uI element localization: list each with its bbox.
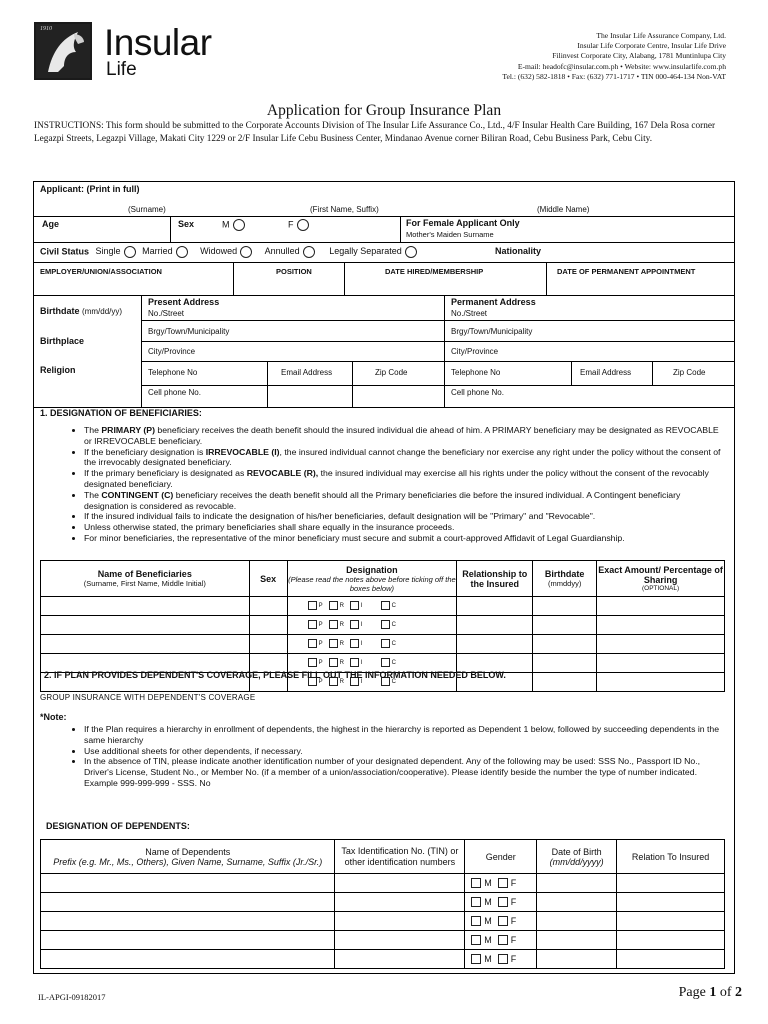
present-city-caption: City/Province [148,347,196,356]
designation-checkbox[interactable] [381,639,390,648]
table-row [41,597,725,616]
note-item: • If the primary beneficiary is designated as REVOCABLE (R), the insured individual may exercise all his rights under the policy without the consent of the revocably designated beneficiary. [84,468,724,490]
header-sex: Sex [249,561,287,597]
permanent-brgy-caption: Brgy/Town/Municipality [451,327,533,336]
instructions-text: INSTRUCTIONS: This form should be submitted to the Corporate Accounts Division of The Insular Life Assurance Co., Ltd., 4/F Insular Health Care Building, 167 Dela Rosa corner Legazpi Streets, Legazpi Village, Makati City 1229 or 2/F Insular Life Cebu Business Center, Mindanao Avenue corner Biliran Road, Cebu Business Park, Cebu City. [34,121,716,145]
designation-checkbox-label: C [391,621,396,628]
designation-checkbox-label: C [391,602,396,609]
gender-checkbox[interactable] [498,916,508,926]
civil-status-row [40,246,417,258]
note-item: • The PRIMARY (P) beneficiary receives the death benefit should the insured individual die ahead of him. A PRIMARY beneficiary may be designated as REVOCABLE or IRREVOCABLE beneficiary. [84,425,724,447]
gender-checkbox[interactable] [498,878,508,888]
gender-checkbox[interactable] [471,878,481,888]
beneficiary-amount-cell[interactable] [597,673,725,692]
civil-option-annulled[interactable]: Annulled [265,246,315,256]
company-line: Insular Life Corporate Centre, Insular Life Drive [577,41,726,51]
table-row [41,635,725,654]
dependent-dob-cell[interactable] [537,874,617,893]
employer-label: EMPLOYER/UNION/ASSOCIATION [40,267,162,276]
table-row [41,950,725,969]
company-line: E-mail: headofc@insular.com.ph • Website: www.insularlife.com.ph [517,61,726,71]
company-address-block [502,31,726,82]
table-row [41,912,725,931]
middle-name-caption: (Middle Name) [537,205,590,214]
dependent-tin-cell[interactable] [335,874,465,893]
permanent-city-caption: City/Province [451,347,499,356]
note-label: *Note: [40,712,67,722]
divider [571,361,572,385]
divider [546,262,547,295]
gender-checkbox-label: M [484,896,492,907]
dependent-tin-cell[interactable] [335,950,465,969]
designation-checkbox-label: I [360,678,363,685]
annulled-radio[interactable] [303,246,315,258]
birthdate-label: Birthdate [40,306,80,316]
header-gender: Gender [465,840,537,874]
designation-checkbox-label: R [339,602,344,609]
designation-dependents-heading: DESIGNATION OF DEPENDENTS: [46,821,190,831]
male-label: M [222,219,230,230]
female-radio[interactable] [297,219,309,231]
present-email-caption: Email Address [281,368,333,377]
beneficiary-sex-cell[interactable] [249,597,287,616]
designation-checkbox-label: C [391,678,396,685]
dependent-dob-cell[interactable] [537,931,617,950]
divider [33,242,735,243]
header-dob: Date of Birth (mm/dd/yyyy) [537,840,617,874]
divider [444,295,445,407]
age-label: Age [42,219,60,229]
permanent-address-label: Permanent Address [451,297,536,307]
designation-checkbox[interactable] [381,620,390,629]
permanent-zip-caption: Zip Code [673,368,706,377]
dependent-name-cell[interactable] [41,912,335,931]
married-radio[interactable] [176,246,188,258]
note-item: • If the beneficiary designation is IRREVOCABLE (I), the insured individual cannot change the beneficiary nor exercise any right under the policy without the consent of the irrevocably designated beneficiary. [84,447,724,469]
dependent-relation-cell[interactable] [617,912,725,931]
beneficiaries-header-row [41,561,725,597]
birthdate-format: (mm/dd/yy) [82,307,123,316]
divider [267,385,268,407]
designation-checkbox-label: R [339,621,344,628]
gender-checkbox[interactable] [471,897,481,907]
company-logo-emblem [34,22,92,80]
designation-checkbox-label: I [360,602,363,609]
civil-option-widowed[interactable]: Widowed [200,246,252,256]
designation-checkbox-label: P [318,621,323,628]
present-street-caption: No./Street [148,309,185,318]
dependent-gender-cell[interactable] [465,912,537,931]
permanent-street-caption: No./Street [451,309,488,318]
divider [141,320,735,321]
gender-checkbox-label: F [510,896,517,907]
beneficiary-birthdate-cell[interactable] [533,597,597,616]
divider [400,216,401,242]
beneficiary-sex-cell[interactable] [249,616,287,635]
note-item: • In the absence of TIN, please indicate another identification number of your designated dependent. Any of the following may be used: SSS No., Passport ID No., Driver's License, Student No., or Member No. (if a member of a union/association/cooperative). Please identify beside the number the type of number indicated. Example 999-999-999 - SSS. No [84,756,724,788]
page-number: Page 1 of 2 [678,985,742,1000]
designation-checkbox[interactable] [329,639,338,648]
dependent-gender-cell[interactable] [465,874,537,893]
single-radio[interactable] [124,246,136,258]
divider [141,385,735,386]
beneficiary-relationship-cell[interactable] [457,616,533,635]
gender-checkbox-label: F [510,915,517,926]
note-item: • For minor beneficiaries, the representative of the minor beneficiary must secure and submit a court-approved Affidavit of Legal Guardianship. [84,533,724,544]
present-cellphone-caption: Cell phone No. [148,388,201,397]
dependent-gender-cell[interactable] [465,893,537,912]
gender-checkbox[interactable] [498,935,508,945]
separated-radio[interactable] [405,246,417,258]
dependent-tin-cell[interactable] [335,912,465,931]
section2-subheading: GROUP INSURANCE WITH DEPENDENT'S COVERAGE [40,693,256,702]
dependent-gender-cell[interactable] [465,950,537,969]
designation-checkbox-label: I [360,640,363,647]
beneficiary-amount-cell[interactable] [597,635,725,654]
divider [141,295,142,407]
designation-checkbox[interactable] [308,658,317,667]
logo-year: 1910 [40,26,52,32]
designation-checkbox[interactable] [329,620,338,629]
beneficiary-name-cell[interactable] [41,635,250,654]
beneficiary-birthdate-cell[interactable] [533,654,597,673]
present-address-label: Present Address [148,297,220,307]
male-radio[interactable] [233,219,245,231]
header-dependent-name: Name of Dependents Prefix (e.g. Mr., Ms., Others), Given Name, Surname, Suffix (Jr./Sr.) [41,840,335,874]
header-name: Name of Beneficiaries (Surname, First Name, Middle Initial) [41,561,250,597]
widowed-radio[interactable] [240,246,252,258]
sex-female-option[interactable] [288,219,309,231]
dependent-relation-cell[interactable] [617,931,725,950]
header-designation: Designation (Please read the notes above before ticking off the boxes below) [287,561,457,597]
beneficiary-designation-cell[interactable] [287,635,457,654]
date-permanent-label: DATE OF PERMANENT APPOINTMENT [557,267,696,276]
civil-option-married[interactable]: Married [142,246,188,256]
beneficiary-amount-cell[interactable] [597,597,725,616]
divider [267,361,268,385]
civil-status-label: Civil Status [40,246,90,257]
position-label: POSITION [276,267,312,276]
gender-checkbox-label: M [484,934,492,945]
gender-checkbox-label: F [510,877,517,888]
applicant-label: Applicant: (Print in full) [40,184,140,194]
header-relation: Relation To Insured [617,840,725,874]
table-row [41,931,725,950]
gender-checkbox-label: F [510,953,517,964]
table-row [41,616,725,635]
gender-checkbox[interactable] [498,897,508,907]
note-item: • The CONTINGENT (C) beneficiary receives the death benefit should all the Primary beneficiaries die before the insured individual. A Contingent beneficiary designation is considered as revocable. [84,490,724,512]
beneficiary-birthdate-cell[interactable] [533,616,597,635]
permanent-telephone-caption: Telephone No [451,368,501,377]
divider [344,262,345,295]
beneficiary-sex-cell[interactable] [249,635,287,654]
present-telephone-caption: Telephone No [148,368,198,377]
beneficiary-birthdate-cell[interactable] [533,673,597,692]
date-hired-label: DATE HIRED/MEMBERSHIP [385,267,484,276]
beneficiary-amount-cell[interactable] [597,654,725,673]
present-zip-caption: Zip Code [375,368,408,377]
female-only-label: For Female Applicant Only [406,218,520,228]
divider [233,262,234,295]
civil-option-separated[interactable]: Legally Separated [329,246,417,256]
note-item: • Unless otherwise stated, the primary beneficiaries shall share equally in the insurance proceeds. [84,522,724,533]
table-row [41,893,725,912]
designation-checkbox[interactable] [350,639,359,648]
permanent-cellphone-caption: Cell phone No. [451,388,504,397]
divider [33,216,735,217]
note-item: • If the Plan requires a hierarchy in enrollment of dependents, the highest in the hierarchy is reported as Dependent 1 below, followed by succeeding dependents in the same hierarchy [84,724,724,746]
first-name-caption: (First Name, Suffix) [310,205,379,214]
dependents-body [41,874,725,969]
gender-checkbox-label: M [484,877,492,888]
dependents-table [40,839,725,969]
dependent-name-cell[interactable] [41,931,335,950]
designation-checkbox[interactable] [308,601,317,610]
divider [170,216,171,242]
nationality-label: Nationality [495,246,542,256]
header-amount: Exact Amount/ Percentage of Sharing (OPTIONAL) [597,561,725,597]
section1-heading: 1. DESIGNATION OF BENEFICIARIES: [40,408,202,418]
header-birthdate: Birthdate (mmddyy) [533,561,597,597]
female-label: F [288,219,294,230]
gender-checkbox-label: M [484,953,492,964]
designation-checkbox[interactable] [329,658,338,667]
dependent-notes [66,724,724,789]
company-line: Filinvest Corporate City, Alabang, 1781 Muntinlupa City [552,51,726,61]
section2-heading: 2. IF PLAN PROVIDES DEPENDENT'S COVERAGE, PLEASE FILL OUT THE INFORMATION NEEDED BELOW. [44,670,506,680]
designation-checkbox-label: P [318,678,323,685]
divider [652,361,653,385]
designation-checkbox[interactable] [350,601,359,610]
header-relationship: Relationship to the Insured [457,561,533,597]
designation-checkbox-label: I [360,621,363,628]
gender-checkbox-label: F [510,934,517,945]
company-line: Tel.: (632) 582-1818 • Fax: (632) 771-1717 • TIN 000-464-134 Non-VAT [502,71,726,81]
note-item: • If the insured individual fails to indicate the designation of his/her beneficiaries, default designation will be "Primary" and "Revocable". [84,511,724,522]
table-row [41,874,725,893]
designation-checkbox[interactable] [381,601,390,610]
beneficiary-relationship-cell[interactable] [457,597,533,616]
sex-label: Sex [178,219,195,229]
beneficiary-designation-cell[interactable] [287,597,457,616]
dependent-relation-cell[interactable] [617,893,725,912]
dependent-name-cell[interactable] [41,874,335,893]
designation-checkbox-label: P [318,602,323,609]
dependent-dob-cell[interactable] [537,912,617,931]
maiden-name-caption: Mother's Maiden Surname [406,230,494,239]
civil-option-single[interactable]: Single [96,246,136,256]
divider [141,361,735,362]
dependent-relation-cell[interactable] [617,874,725,893]
form-code: IL-APGI-09182017 [38,992,106,1002]
sex-male-option[interactable] [222,219,245,231]
dependent-name-cell[interactable] [41,950,335,969]
designation-checkbox-label: P [318,659,323,666]
beneficiary-birthdate-cell[interactable] [533,635,597,654]
dependent-name-cell[interactable] [41,893,335,912]
birthplace-label: Birthplace [40,336,85,346]
designation-checkbox-label: R [339,678,344,685]
divider [352,361,353,407]
gender-checkbox-label: M [484,915,492,926]
gender-checkbox[interactable] [471,935,481,945]
designation-checkbox-label: R [339,640,344,647]
designation-checkbox-label: C [391,659,396,666]
beneficiary-relationship-cell[interactable] [457,635,533,654]
gender-checkbox[interactable] [471,954,481,964]
designation-checkbox-label: I [360,659,363,666]
present-brgy-caption: Brgy/Town/Municipality [148,327,230,336]
surname-caption: (Surname) [128,205,166,214]
religion-label: Religion [40,365,76,375]
beneficiary-amount-cell[interactable] [597,616,725,635]
designation-checkbox[interactable] [350,620,359,629]
header-tin: Tax Identification No. (TIN) or other identification numbers [335,840,465,874]
designation-checkbox-label: C [391,640,396,647]
designation-checkbox[interactable] [308,639,317,648]
dependent-dob-cell[interactable] [537,893,617,912]
divider [141,341,735,342]
designation-checkbox-label: R [339,659,344,666]
beneficiary-notes [66,425,724,544]
beneficiary-name-cell[interactable] [41,597,250,616]
dependent-tin-cell[interactable] [335,931,465,950]
designation-checkbox-label: P [318,640,323,647]
beneficiary-name-cell[interactable] [41,616,250,635]
dependent-gender-cell[interactable] [465,931,537,950]
designation-checkbox[interactable] [329,601,338,610]
logo-wordmark: Insular [104,22,212,63]
dependents-header-row [41,840,725,874]
note-item: • Use additional sheets for other dependents, if necessary. [84,746,724,757]
dependent-relation-cell[interactable] [617,950,725,969]
dependent-tin-cell[interactable] [335,893,465,912]
company-line: The Insular Life Assurance Company, Ltd. [596,31,726,40]
designation-checkbox[interactable] [308,620,317,629]
permanent-email-caption: Email Address [580,368,632,377]
gender-checkbox[interactable] [471,916,481,926]
divider [33,295,735,296]
form-title: Application for Group Insurance Plan [266,102,502,119]
divider [33,262,735,263]
gender-checkbox[interactable] [498,954,508,964]
beneficiary-designation-cell[interactable] [287,616,457,635]
designation-checkbox[interactable] [381,658,390,667]
designation-checkbox[interactable] [350,658,359,667]
logo-sub-wordmark: Life [106,59,137,80]
dependent-dob-cell[interactable] [537,950,617,969]
